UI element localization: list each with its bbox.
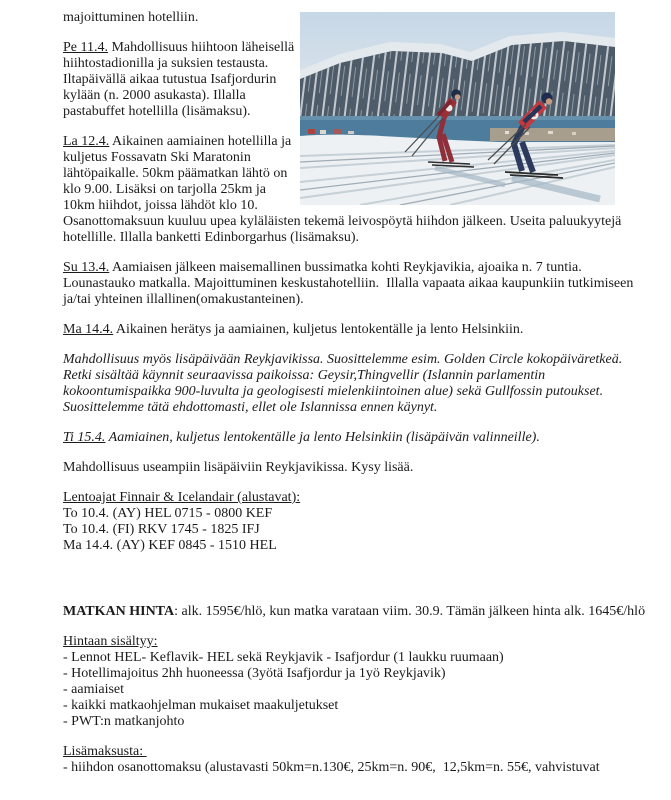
includes-section [63,634,651,730]
day-su-date-label: Su 13.4. [63,260,110,275]
day-ti-body: Aamiainen, kuljetus lentokentälle ja lento Helsinkiin (lisäpäivän valinneille). [108,430,540,445]
includes-item: - kaikki matkaohjelman mukaiset maakuljetukset [63,698,339,713]
flights-section [63,490,651,554]
day-ti-date-label: Ti 15.4. [63,430,106,445]
flights-heading: Lentoajat Finnair & Icelandair (alustavat): [63,490,301,505]
includes-item: - PWT:n matkanjohto [63,714,185,729]
paragraph-day-ma [63,322,651,338]
day-la-body: Aikainen aamiainen hotellilla ja kuljetus Fossavatn Ski Maratonin lähtöpaikalle. 50km päämatkan lähtö on klo 9.00. Lisäksi on tarjolla 25km ja 10km hiihdot, joissa lähdöt klo 10. Osanottomaksuun kuuluu upea kyläläisten tekemä leivospöytä hiihdon jälkeen. Useita paluukyytejä hotellille. Illalla banketti Edinborgarhus (lisämaksu). [63,134,625,245]
surcharges-heading-line [63,744,651,760]
includes-item: - Lennot HEL- Keflavik- HEL sekä Reykjavik - Isafjordur (1 laukku ruumaan) [63,650,504,665]
photo-far-shore [490,128,615,141]
includes-item: - aamiaiset [63,682,125,697]
day-su-body: Aamiaisen jälkeen maisemallinen bussimatka kohti Reykjavikia, ajoaika n. 7 tuntia. Lounastauko matkalla. Majoittuminen keskustahotelliin. Illalla vapaata aikaa kaupunkiin tutkimiseen ja/tai yhteinen illallinen(omakustanteinen). [63,260,637,307]
paragraph-price [63,604,651,620]
includes-item: - Hotellimajoitus 2hh huoneessa (3yötä Isafjordur ja 1yö Reykjavik) [63,666,446,681]
surcharges-item: - hiihdon osanottomaksu (alustavasti 50km=n.130€, 25km=n. 90€, 12,5km=n. 55€, vahvistuvat [63,760,600,775]
flight-row: To 10.4. (FI) RKV 1745 - 1825 IFJ [63,522,260,537]
paragraph-day-ti [63,430,651,446]
paragraph-extra-day-note [63,352,651,416]
day-la-date-label: La 12.4. [63,134,110,149]
surcharges-heading: Lisämaksusta: [63,744,147,759]
paragraph-day-su [63,260,651,308]
day-pe-date-label: Pe 11.4. [63,40,108,55]
surcharges-section [63,744,651,776]
day-ma-body: Aikainen herätys ja aamiainen, kuljetus lentokentälle ja lento Helsinkiin. [115,322,524,337]
intro-text: majoittuminen hotelliin. [63,10,199,25]
flight-row: To 10.4. (AY) HEL 0715 - 0800 KEF [63,506,273,521]
more-days-note-text: Mahdollisuus useampiin lisäpäiviin Reykjavikissa. Kysy lisää. [63,460,414,475]
includes-heading-line [63,634,651,650]
price-label: MATKAN HINTA [63,604,175,619]
extra-day-note-text: Mahdollisuus myös lisäpäivään Reykjavikissa. Suosittelemme esim. Golden Circle kokopäiväretkeä. Retki sisältää käynnit seuraavissa paikoissa: Geysir,Thingvellir (Islannin parlamentin kokoontumispaikka 900-luvulta ja geologisesti mielenkiintoinen alue) sekä Gullfossin putoukset. Suosittelemme tätä ehdottomasti, ellet ole Islannissa ennen käynyt. [63,352,626,415]
price-body: : alk. 1595€/hlö, kun matka varataan viim. 30.9. Tämän jälkeen hinta alk. 1645€/hlö [174,604,646,619]
flights-heading-line [63,490,651,506]
day-ma-date-label: Ma 14.4. [63,322,114,337]
includes-heading: Hintaan sisältyy: [63,634,158,649]
day-pe-body: Mahdollisuus hiihtoon läheisellä hiihtostadionilla ja suksien testausta. Iltapäivällä aikaa tutustua Isafjordurin kylään (n. 2000 asukasta). Illalla pastabuffet hotellilla (lisämaksu). [63,40,298,119]
ski-race-photo [300,12,615,205]
paragraph-more-days-note [63,460,651,476]
flight-row: Ma 14.4. (AY) KEF 0845 - 1510 HEL [63,538,277,553]
